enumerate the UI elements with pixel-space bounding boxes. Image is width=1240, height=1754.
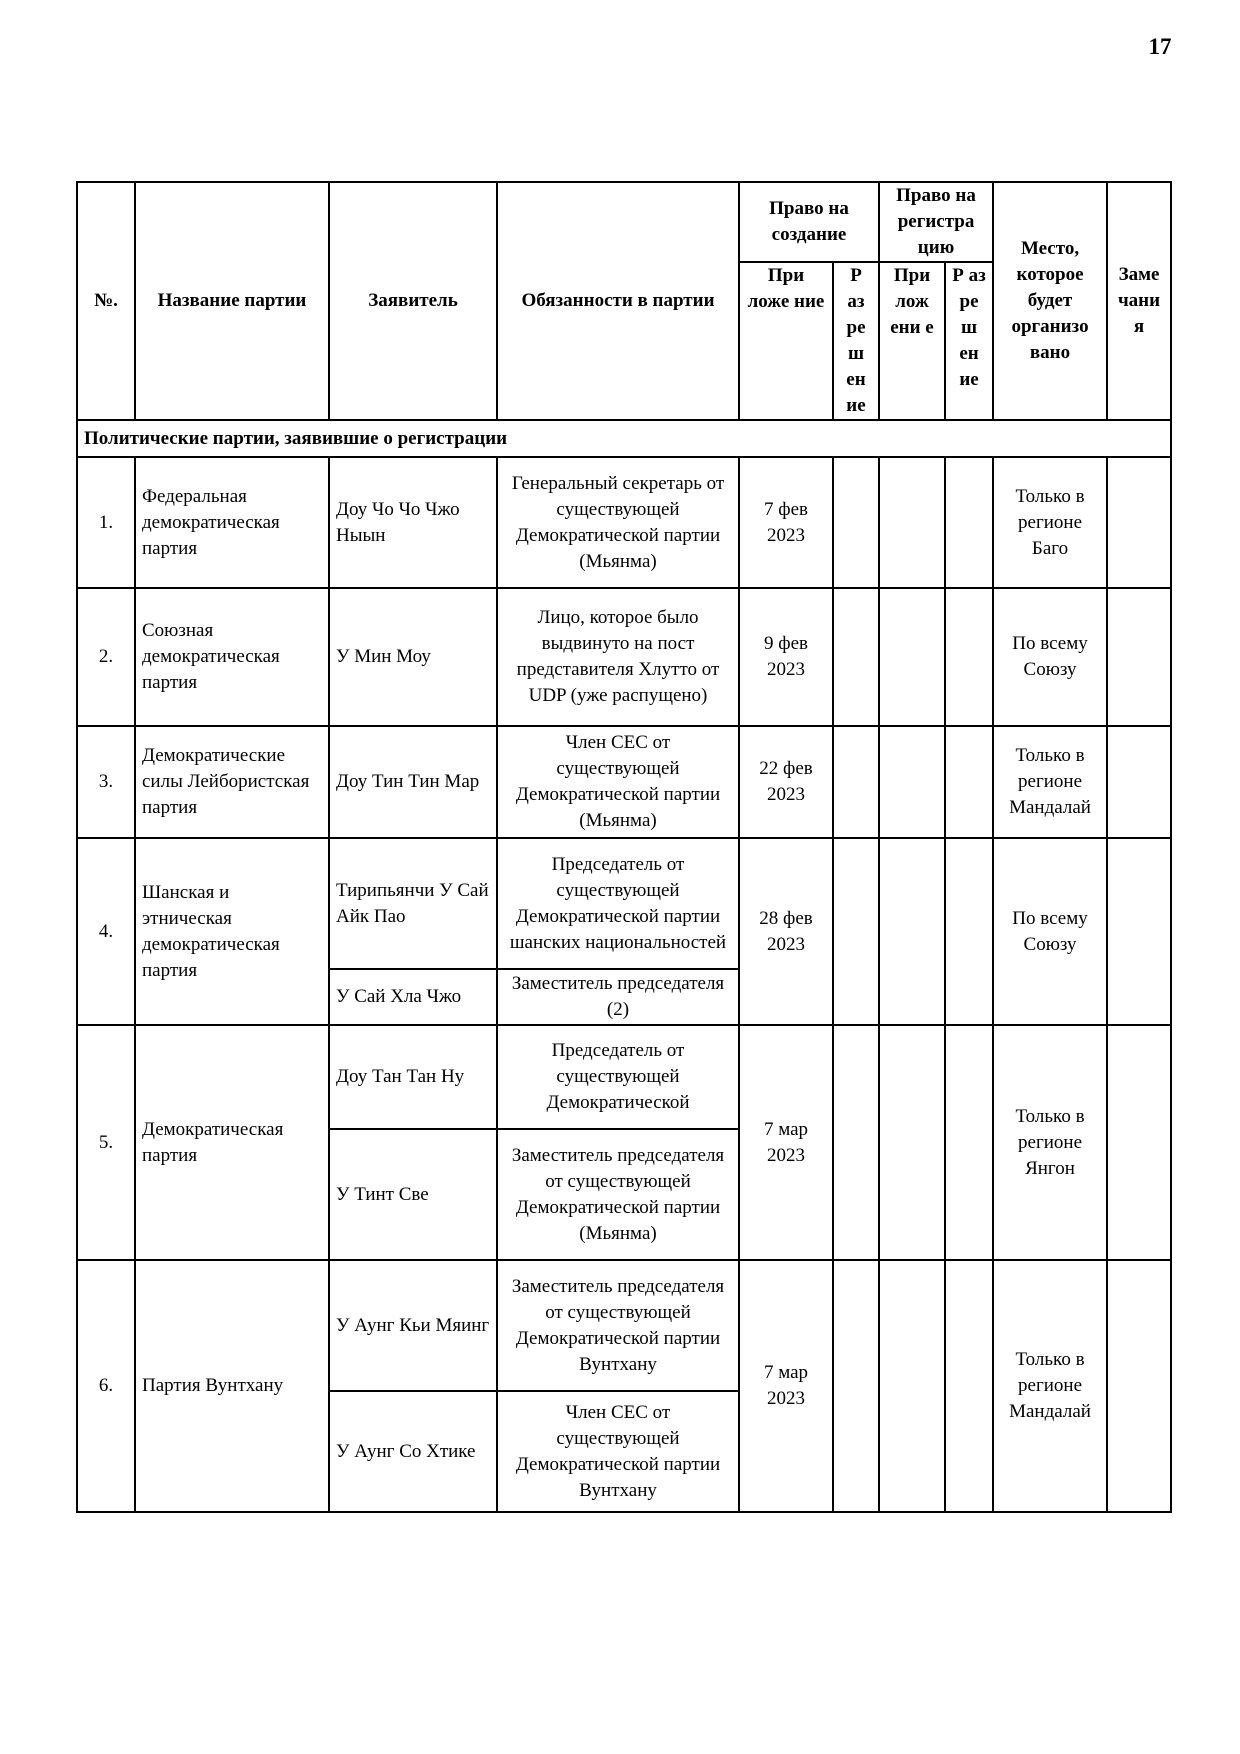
permission-create-cell xyxy=(833,1260,879,1512)
header-notes: Заме чани я xyxy=(1107,182,1171,420)
header-applicant: Заявитель xyxy=(329,182,497,420)
permission-register-cell xyxy=(945,838,993,1025)
permission-create-cell xyxy=(833,726,879,838)
notes-cell xyxy=(1107,1260,1171,1512)
permission-create-cell xyxy=(833,588,879,726)
party-duty: Заместитель председателя от существующей Демократической партии Вунтхану xyxy=(497,1260,739,1391)
table-row xyxy=(77,838,1171,969)
party-duty: Председатель от существующей Демократической партии шанских национальностей xyxy=(497,838,739,969)
party-duty: Генеральный секретарь от существующей Демократической партии (Мьянма) xyxy=(497,457,739,588)
party-registration-table xyxy=(76,181,1172,1513)
row-number: 1. xyxy=(77,457,135,588)
application-date: 7 фев 2023 xyxy=(739,457,833,588)
applicant-name: Доу Тин Тин Мар xyxy=(329,726,497,838)
application-register-cell xyxy=(879,588,945,726)
notes-cell xyxy=(1107,457,1171,588)
party-duty: Заместитель председателя от существующей Демократической партии (Мьянма) xyxy=(497,1129,739,1260)
party-duty: Член CEC от существующей Демократической партии (Мьянма) xyxy=(497,726,739,838)
section-title: Политические партии, заявившие о регистрации xyxy=(77,420,1171,457)
applicant-name: У Тинт Све xyxy=(329,1129,497,1260)
applicant-name: У Мин Моу xyxy=(329,588,497,726)
permission-register-cell xyxy=(945,457,993,588)
table-row xyxy=(77,1260,1171,1391)
party-duty: Лицо, которое было выдвинуто на пост представителя Хлутто от UDP (уже распущено) xyxy=(497,588,739,726)
organized-place: Только в регионе Мандалай xyxy=(993,1260,1107,1512)
application-date: 7 мар 2023 xyxy=(739,1025,833,1260)
applicant-name: Доу Чо Чо Чжо Ныын xyxy=(329,457,497,588)
header-application-create: При ложе ние xyxy=(739,262,833,420)
header-right-to-create: Право на создание xyxy=(739,182,879,262)
organized-place: Только в регионе Баго xyxy=(993,457,1107,588)
notes-cell xyxy=(1107,838,1171,1025)
party-duty: Член CEC от существующей Демократической партии Вунтхану xyxy=(497,1391,739,1512)
row-number: 6. xyxy=(77,1260,135,1512)
applicant-name: Тирипьянчи У Сай Айк Пао xyxy=(329,838,497,969)
permission-register-cell xyxy=(945,1260,993,1512)
header-permission-create: Р аз ре ш ен ие xyxy=(833,262,879,420)
party-name: Партия Вунтхану xyxy=(135,1260,329,1512)
table-row xyxy=(77,1025,1171,1129)
organized-place: По всему Союзу xyxy=(993,838,1107,1025)
permission-create-cell xyxy=(833,457,879,588)
row-number: 3. xyxy=(77,726,135,838)
notes-cell xyxy=(1107,588,1171,726)
header-permission-register: Р аз ре ш ен ие xyxy=(945,262,993,420)
header-duties: Обязанности в партии xyxy=(497,182,739,420)
application-date: 9 фев 2023 xyxy=(739,588,833,726)
application-register-cell xyxy=(879,457,945,588)
application-date: 7 мар 2023 xyxy=(739,1260,833,1512)
application-date: 28 фев 2023 xyxy=(739,838,833,1025)
permission-register-cell xyxy=(945,726,993,838)
header-right-to-register: Право на регистра цию xyxy=(879,182,993,262)
row-number: 4. xyxy=(77,838,135,1025)
header-place: Место, которое будет организо вано xyxy=(993,182,1107,420)
application-register-cell xyxy=(879,1260,945,1512)
applicant-name: Доу Тан Тан Ну xyxy=(329,1025,497,1129)
application-date: 22 фев 2023 xyxy=(739,726,833,838)
applicant-name: У Сай Хла Чжо xyxy=(329,969,497,1025)
party-name: Демократические силы Лейбористская партия xyxy=(135,726,329,838)
organized-place: Только в регионе Мандалай xyxy=(993,726,1107,838)
notes-cell xyxy=(1107,726,1171,838)
applicant-name: У Аунг Со Хтике xyxy=(329,1391,497,1512)
application-register-cell xyxy=(879,1025,945,1260)
party-name: Союзная демократическая партия xyxy=(135,588,329,726)
application-register-cell xyxy=(879,838,945,1025)
permission-register-cell xyxy=(945,1025,993,1260)
header-application-register: При лож ени е xyxy=(879,262,945,420)
table-row xyxy=(77,726,1171,838)
table-row xyxy=(77,457,1171,588)
table-row xyxy=(77,588,1171,726)
organized-place: Только в регионе Янгон xyxy=(993,1025,1107,1260)
party-duty: Заместитель председателя (2) xyxy=(497,969,739,1025)
page-number: 17 xyxy=(1148,34,1172,59)
permission-create-cell xyxy=(833,838,879,1025)
row-number: 2. xyxy=(77,588,135,726)
header-party-name: Название партии xyxy=(135,182,329,420)
party-name: Шанская и этническая демократическая партия xyxy=(135,838,329,1025)
row-number: 5. xyxy=(77,1025,135,1260)
permission-create-cell xyxy=(833,1025,879,1260)
organized-place: По всему Союзу xyxy=(993,588,1107,726)
applicant-name: У Аунг Кьи Мяинг xyxy=(329,1260,497,1391)
permission-register-cell xyxy=(945,588,993,726)
party-name: Федеральная демократическая партия xyxy=(135,457,329,588)
header-number: №. xyxy=(77,182,135,420)
party-name: Демократическая партия xyxy=(135,1025,329,1260)
notes-cell xyxy=(1107,1025,1171,1260)
application-register-cell xyxy=(879,726,945,838)
party-duty: Председатель от существующей Демократической xyxy=(497,1025,739,1129)
